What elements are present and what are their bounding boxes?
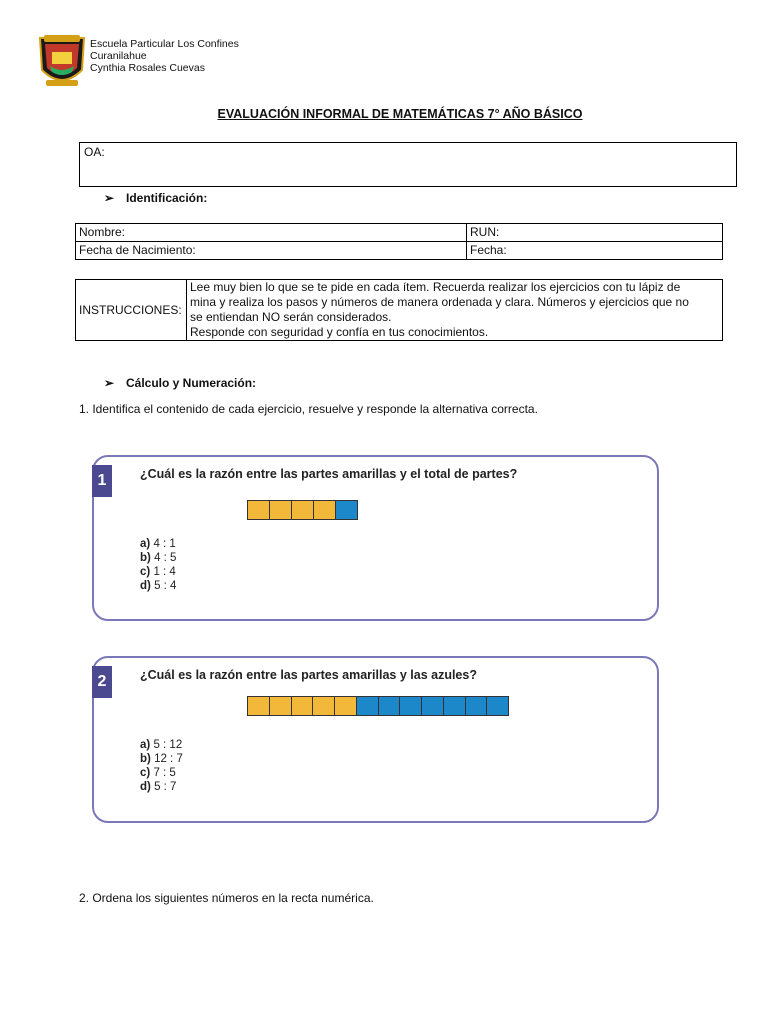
option-value: 1 : 4 [153, 566, 176, 578]
arrow-bullet-icon: ➢ [104, 376, 115, 390]
instrucciones-line: se entiendan NO serán considerados. [190, 310, 392, 324]
option-d[interactable] [140, 579, 176, 593]
ratio-bar [247, 696, 509, 716]
option-value: 5 : 7 [154, 781, 177, 793]
table-row [76, 224, 723, 242]
yellow-part [270, 697, 292, 715]
option-letter: a) [140, 538, 151, 550]
ratio-bar [247, 500, 358, 520]
teacher-name: Cynthia Rosales Cuevas [90, 62, 205, 74]
option-b[interactable] [140, 752, 183, 766]
calculo-heading-text: Cálculo y Numeración: [126, 376, 257, 390]
yellow-part [248, 697, 270, 715]
blue-part [336, 501, 357, 519]
option-c[interactable] [140, 565, 176, 579]
option-value: 12 : 7 [154, 753, 183, 765]
yellow-part [313, 697, 335, 715]
blue-part [422, 697, 444, 715]
yellow-part [335, 697, 357, 715]
instrucciones-text [187, 280, 723, 341]
instrucciones-line: Responde con seguridad y confía en tus conocimientos. [190, 325, 489, 339]
question-text: ¿Cuál es la razón entre las partes amarillas y las azules? [140, 668, 477, 682]
yellow-part [292, 697, 314, 715]
option-a[interactable] [140, 738, 183, 752]
table-row [76, 242, 723, 260]
instrucciones-table [75, 279, 723, 341]
yellow-part [314, 501, 336, 519]
question-card-1 [92, 455, 659, 621]
nombre-field[interactable]: Nombre: [76, 224, 467, 242]
instrucciones-label: INSTRUCCIONES: [76, 280, 187, 341]
option-value: 7 : 5 [153, 767, 176, 779]
arrow-bullet-icon: ➢ [104, 191, 115, 205]
option-b[interactable] [140, 551, 176, 565]
item-2-instruction: 2. Ordena los siguientes números en la recta numérica. [79, 891, 374, 905]
calculo-heading [104, 376, 256, 390]
blue-part [379, 697, 401, 715]
question-number-badge: 1 [92, 465, 112, 497]
option-value: 5 : 4 [154, 580, 177, 592]
option-a[interactable] [140, 537, 176, 551]
question-text: ¿Cuál es la razón entre las partes amarillas y el total de partes? [140, 467, 518, 481]
item-1-instruction: 1. Identifica el contenido de cada ejercicio, resuelve y responde la alternativa correcta. [79, 402, 538, 416]
question-card-2 [92, 656, 659, 823]
option-value: 4 : 5 [154, 552, 177, 564]
question-number-badge: 2 [92, 666, 112, 698]
blue-part [400, 697, 422, 715]
school-city: Curanilahue [90, 50, 147, 62]
option-d[interactable] [140, 780, 183, 794]
identificacion-table [75, 223, 723, 260]
option-letter: b) [140, 753, 151, 765]
fecha-nacimiento-field[interactable]: Fecha de Nacimiento: [76, 242, 467, 260]
blue-part [357, 697, 379, 715]
option-letter: b) [140, 552, 151, 564]
oa-label: OA: [84, 145, 105, 159]
instrucciones-line: Lee muy bien lo que se te pide en cada ítem. Recuerda realizar los ejercicios con tu lápiz de [190, 280, 681, 294]
yellow-part [248, 501, 270, 519]
options-list [140, 537, 176, 593]
table-row [76, 280, 723, 341]
option-c[interactable] [140, 766, 183, 780]
school-crest-logo [36, 32, 88, 92]
option-letter: d) [140, 781, 151, 793]
yellow-part [270, 501, 292, 519]
options-list [140, 738, 183, 794]
option-letter: d) [140, 580, 151, 592]
identificacion-heading [104, 191, 207, 205]
option-value: 5 : 12 [153, 739, 183, 751]
school-name: Escuela Particular Los Confines [90, 38, 239, 50]
instrucciones-line: mina y realiza los pasos y números de manera ordenada y clara. Números y ejercicios que no [190, 295, 689, 309]
fecha-field[interactable]: Fecha: [467, 242, 723, 260]
identificacion-heading-text: Identificación: [126, 191, 208, 205]
run-field[interactable]: RUN: [467, 224, 723, 242]
option-letter: c) [140, 767, 151, 779]
page-title: EVALUACIÓN INFORMAL DE MATEMÁTICAS 7° AÑO BÁSICO [217, 107, 583, 121]
blue-part [444, 697, 466, 715]
blue-part [466, 697, 488, 715]
option-letter: a) [140, 739, 151, 751]
option-value: 4 : 1 [153, 538, 176, 550]
oa-box[interactable] [79, 142, 737, 187]
option-letter: c) [140, 566, 151, 578]
school-header [36, 32, 296, 96]
yellow-part [292, 501, 314, 519]
blue-part [487, 697, 508, 715]
